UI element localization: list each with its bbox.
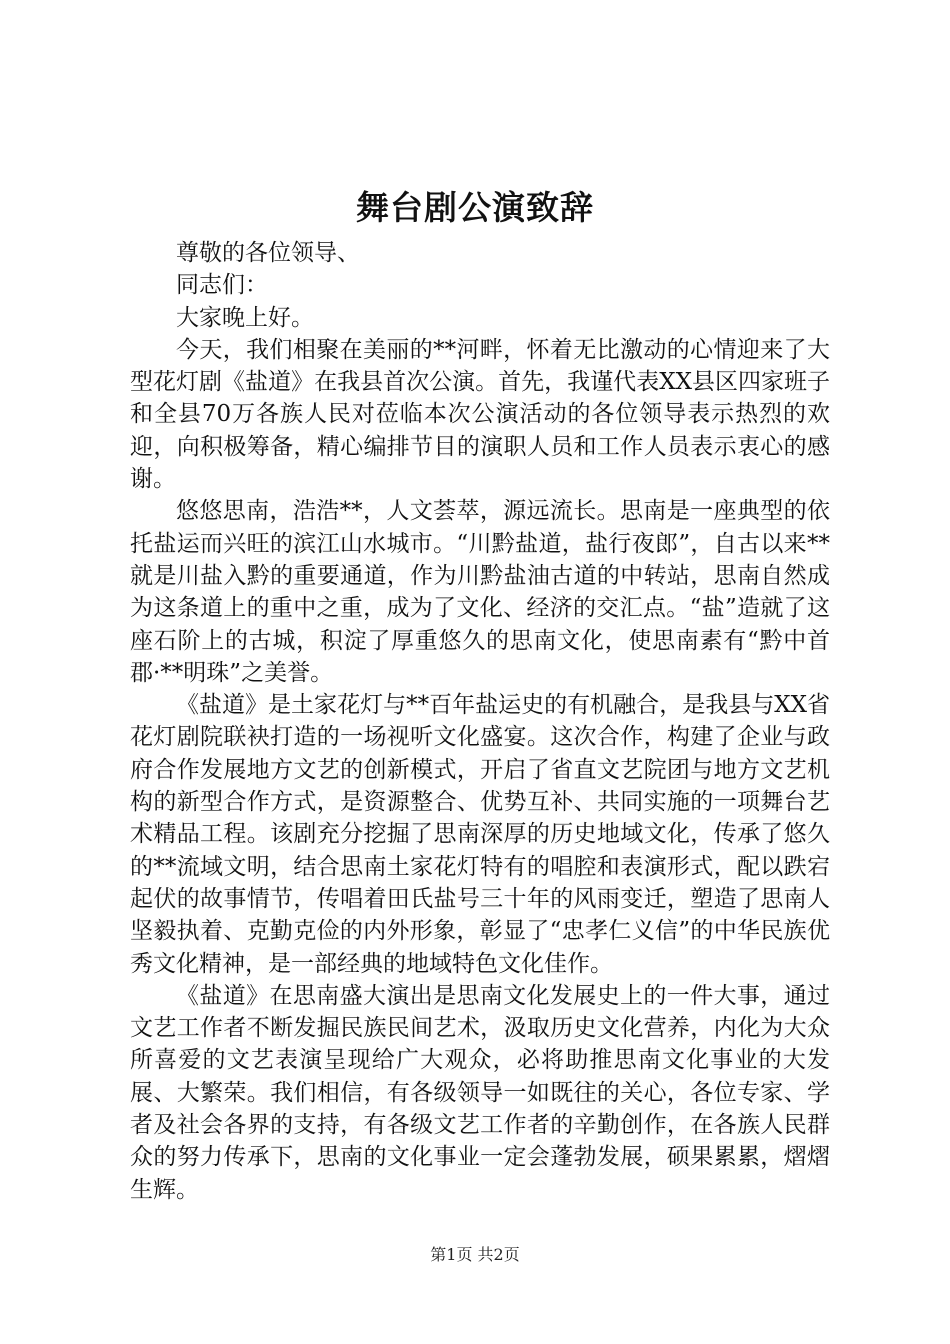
paragraph-closing: 《盐道》在思南盛大演出是思南文化发展史上的一件大事，通过文艺工作者不断发掘民族民间艺术，汲取历史文化营养，内化为大众所喜爱的文艺表演呈现给广大观众，必将助推思南文化事业的大发展、大繁荣。我们相信，有各级领导一如既往的关心，各位专家、学者及社会各界的支持，有各级文艺工作者的辛勤创作，在各族人民群众的努力传承下，思南的文化事业一定会蓬勃发展，硕果累累，熠熠生辉。: [130, 982, 830, 1203]
paragraph-sinan-history: 悠悠思南，浩浩**，人文荟萃，源远流长。思南是一座典型的依托盐运而兴旺的滨江山水城市。“川黔盐道，盐行夜郎”，自古以来**就是川盐入黔的重要通道，作为川黔盐油古道的中转站，思南自然成为这条道上的重中之重，成为了文化、经济的交汇点。“盐”造就了这座石阶上的古城，积淀了厚重悠久的思南文化，使思南素有“黔中首郡·**明珠”之美誉。: [130, 498, 830, 686]
greeting: 大家晚上好。: [176, 304, 314, 331]
document-title: 舞台剧公演致辞: [356, 188, 594, 227]
salutation-leaders: 尊敬的各位领导、: [176, 240, 360, 266]
salutation-comrades: 同志们：: [176, 272, 268, 299]
document-body: [130, 237, 830, 1206]
page-footer: 第1页 共2页: [430, 1245, 520, 1264]
paragraph-welcome: 今天，我们相聚在美丽的**河畔，怀着无比激动的心情迎来了大型花灯剧《盐道》在我县首次公演。首先，我谨代表XX县区四家班子和全县70万各族人民对莅临本次公演活动的各位领导表示热烈的欢迎，向积极筹备，精心编排节目的演职人员和工作人员表示衷心的感谢。: [130, 336, 830, 493]
paragraph-play-introduction: 《盐道》是土家花灯与**百年盐运史的有机融合，是我县与XX省花灯剧院联袂打造的一场视听文化盛宴。这次合作，构建了企业与政府合作发展地方文艺的创新模式，开启了省直文艺院团与地方文艺机构的新型合作方式，是资源整合、优势互补、共同实施的一项舞台艺术精品工程。该剧充分挖掘了思南深厚的历史地域文化，传承了悠久的**流域文明，结合思南土家花灯特有的唱腔和表演形式，配以跌宕起伏的故事情节，传唱着田氏盐号三十年的风雨变迁，塑造了思南人坚毅执着、克勤克俭的内外形象，彰显了“忠孝仁义信”的中华民族优秀文化精神，是一部经典的地域特色文化佳作。: [130, 692, 830, 977]
